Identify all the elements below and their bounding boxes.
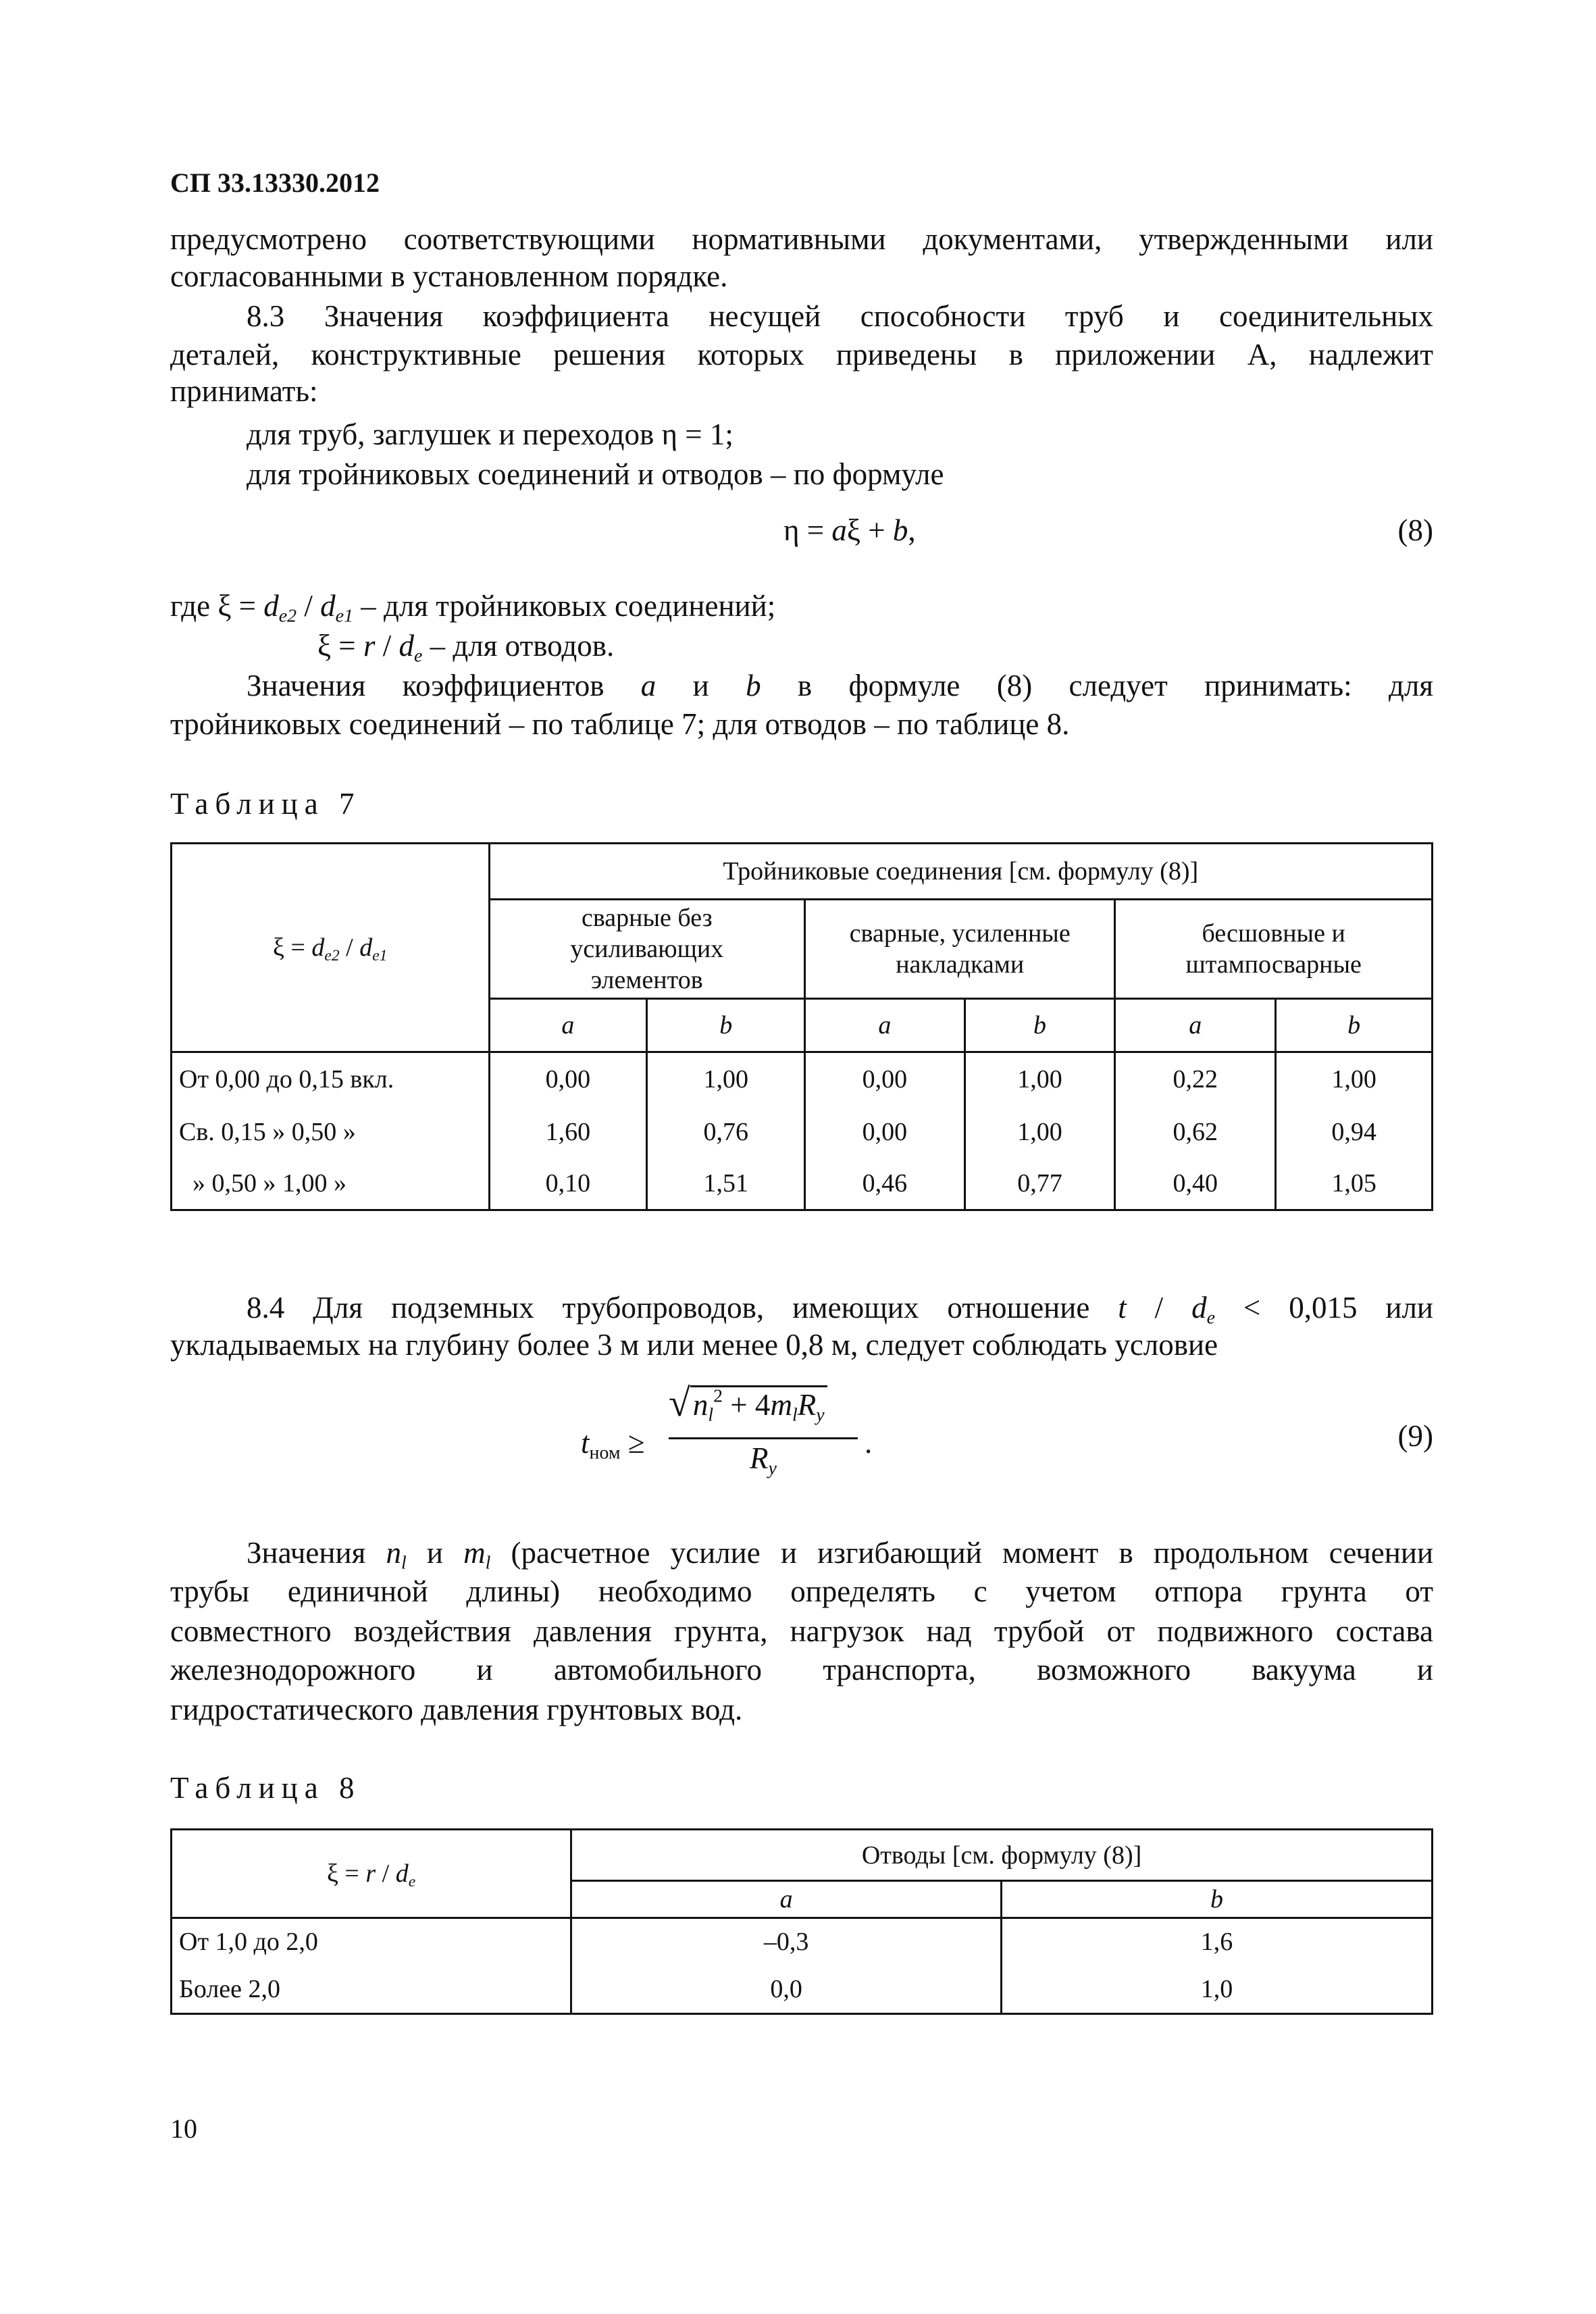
value-cell: 0,22 (1115, 1052, 1276, 1106)
formula-8: η = aξ + b, (783, 513, 916, 547)
paragraph-line: деталей, конструктивные решения которых приведены в приложении А, надлежит (170, 338, 1433, 371)
value-cell: 1,60 (489, 1106, 647, 1158)
paragraph-line: совместного воздействия давления грунта, нагрузок над трубой от подвижного состава (170, 1614, 1433, 1648)
group-header: Тройниковые соединения [см. формулу (8)] (489, 844, 1433, 900)
col-a: a (489, 999, 647, 1052)
value-cell: 1,6 (1002, 1918, 1433, 1965)
paragraph-line: принимать: (170, 374, 318, 408)
group-header: Отводы [см. формулу (8)] (571, 1830, 1433, 1881)
values-paragraph-line: Значения $n_l$ и $m_l$ (расчетное усилие и изгибающий момент в продольном сечении (247, 1536, 1434, 1574)
tees-line: для тройниковых соединений и отводов – по формуле (247, 457, 944, 491)
col-b: b (1276, 999, 1433, 1052)
value-cell: 0,62 (1115, 1106, 1276, 1158)
col-b: b (1002, 1881, 1433, 1918)
range-cell: » 0,50 » 1,00 » (172, 1158, 490, 1210)
value-cell: 1,51 (647, 1158, 805, 1210)
value-cell: 1,00 (964, 1052, 1115, 1106)
where-xi-tees: где $\xi = d_{e2} / d_{e1}$ – для тройниковых соединений; (170, 589, 776, 627)
table-row (172, 1052, 1433, 1106)
table-7 (170, 842, 1433, 1211)
para-8-4-line: 8.4 Для подземных трубопроводов, имеющих отношение $t / d_e < 0,015$ или (247, 1291, 1433, 1329)
value-cell: 0,94 (1276, 1106, 1433, 1158)
value-cell: –0,3 (571, 1918, 1002, 1965)
table-8-caption: Таблица 8 (170, 1771, 361, 1805)
col-a: a (571, 1881, 1002, 1918)
subgroup-header: сварные, усиленные накладками (805, 900, 1115, 999)
pipes-line: для труб, заглушек и переходов η = 1; (247, 417, 733, 451)
value-cell: 1,00 (647, 1052, 805, 1106)
xi-header: $\xi = r / d_e$ (172, 1830, 571, 1918)
range-cell: От 1,0 до 2,0 (172, 1918, 571, 1965)
col-b: b (647, 999, 805, 1052)
value-cell: 1,0 (1002, 1965, 1433, 2014)
table-row (172, 1158, 1433, 1210)
value-cell: 0,00 (489, 1052, 647, 1106)
value-cell: 0,10 (489, 1158, 647, 1210)
paragraph-line: гидростатического давления грунтовых вод. (170, 1693, 743, 1726)
col-b: b (964, 999, 1115, 1052)
value-cell: 0,77 (964, 1158, 1115, 1210)
where-xi-bends: $\xi = r / d_e$ – для отводов. (317, 629, 615, 667)
page-number: 10 (170, 2113, 197, 2144)
col-a: a (1115, 999, 1276, 1052)
subgroup-header: бесшовные и штампосварные (1115, 900, 1433, 999)
subgroup-header: сварные без усиливающих элементов (489, 900, 805, 999)
paragraph-line: трубы единичной длины) необходимо определять с учетом отпора грунта от (170, 1574, 1433, 1608)
table-row (172, 1918, 1433, 1965)
value-cell: 0,00 (805, 1052, 965, 1106)
value-cell: 0,76 (647, 1106, 805, 1158)
value-cell: 0,0 (571, 1965, 1002, 2014)
paragraph-line: предусмотрено соответствующими нормативными документами, утвержденными или (170, 222, 1433, 256)
paragraph-line: тройниковых соединений – по таблице 7; для отводов – по таблице 8. (170, 707, 1070, 741)
table-row (172, 1965, 1433, 2014)
formula-9-number: (9) (1397, 1419, 1433, 1453)
table-8 (170, 1828, 1433, 2015)
value-cell: 0,40 (1115, 1158, 1276, 1210)
value-cell: 1,00 (1276, 1052, 1433, 1106)
formula-8-number: (8) (1397, 513, 1433, 547)
document-code-header: СП 33.13330.2012 (170, 168, 380, 198)
table-row (172, 1106, 1433, 1158)
paragraph-line: согласованными в установленном порядке. (170, 259, 728, 293)
table-7-caption: Таблица 7 (170, 787, 361, 821)
value-cell: 0,00 (805, 1106, 965, 1158)
formula-9: $t_{ном}$ ≥ √ $n_l^2 + 4m_lR_y$ $R_y$ . (581, 1381, 873, 1479)
paragraph-line: 8.3 Значения коэффициента несущей способности труб и соединительных (247, 299, 1433, 333)
xi-header: $\xi = d_{e2} / d_{e1}$ (172, 844, 490, 1052)
value-cell: 0,46 (805, 1158, 965, 1210)
range-cell: Св. 0,15 » 0,50 » (172, 1106, 490, 1158)
range-cell: От 0,00 до 0,15 вкл. (172, 1052, 490, 1106)
value-cell: 1,05 (1276, 1158, 1433, 1210)
col-a: a (805, 999, 965, 1052)
paragraph-line: железнодорожного и автомобильного транспорта, возможного вакуума и (170, 1653, 1433, 1687)
value-cell: 1,00 (964, 1106, 1115, 1158)
range-cell: Более 2,0 (172, 1965, 571, 2014)
paragraph-line: укладываемых на глубину более 3 м или менее 0,8 м, следует соблюдать условие (170, 1328, 1218, 1362)
coef-paragraph-line: Значения коэффициентов a и b в формуле (8) следует принимать: для (247, 669, 1434, 702)
